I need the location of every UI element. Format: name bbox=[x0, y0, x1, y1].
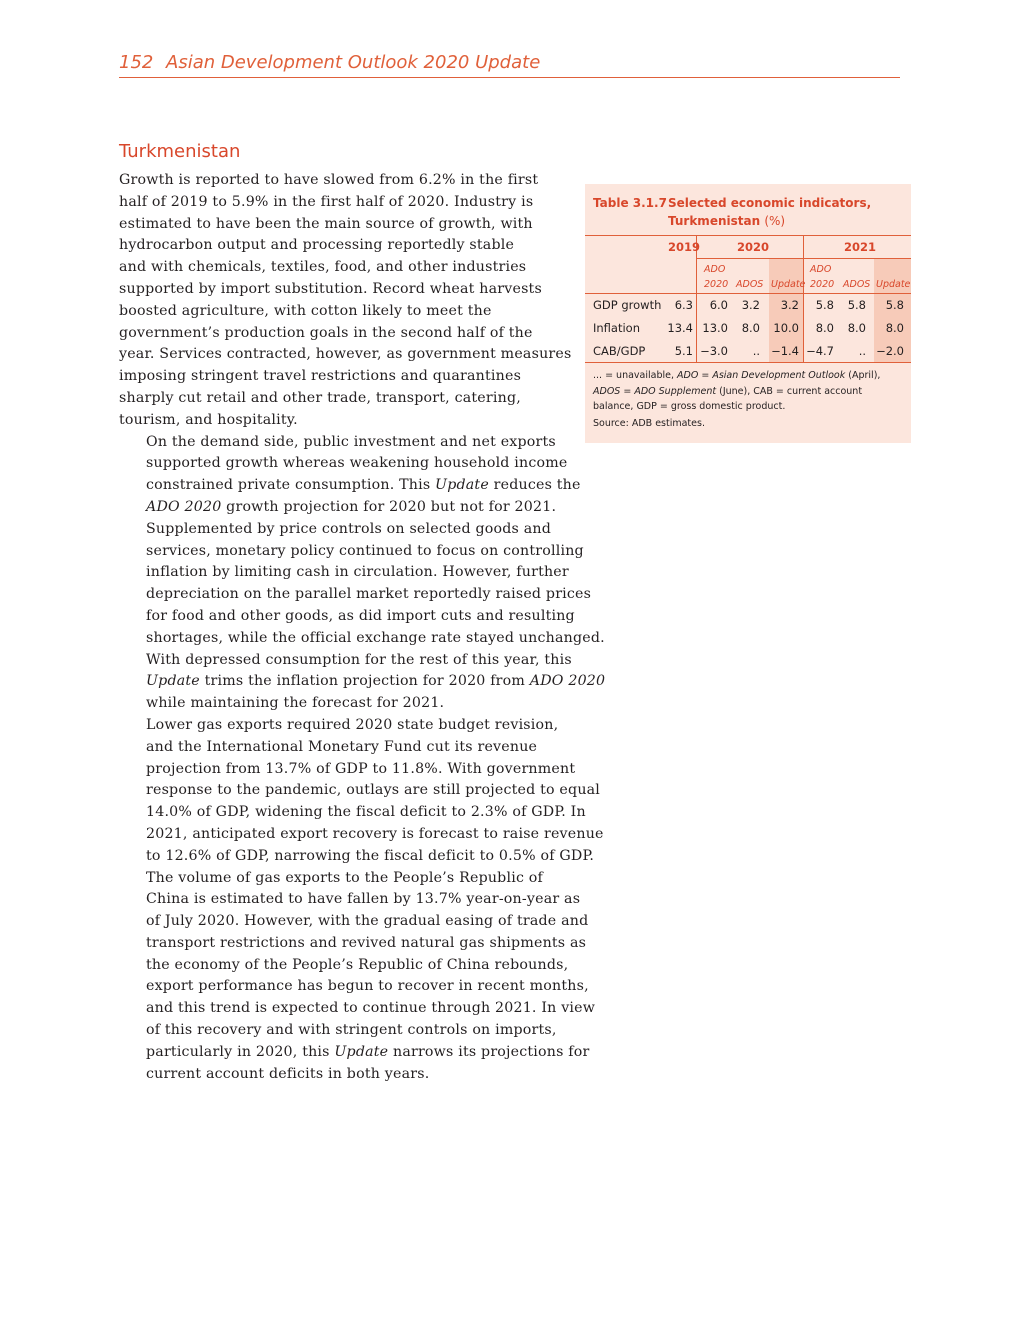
table-cell: 5.8 bbox=[815, 298, 834, 312]
table-cell: 13.4 bbox=[667, 321, 693, 335]
text-line: to 12.6% of GDP, narrowing the fiscal deficit to 0.5% of GDP. bbox=[146, 847, 595, 864]
text-line: half of 2019 to 5.9% in the first half of 2020. Industry is bbox=[119, 193, 534, 210]
table-cell: −4.7 bbox=[806, 344, 834, 358]
table-cell: 6.0 bbox=[709, 298, 728, 312]
text-line: Supplemented by price controls on selected goods and bbox=[146, 520, 552, 537]
text-line: shortages, while the official exchange rate stayed unchanged. bbox=[146, 629, 605, 646]
economic-indicators-table bbox=[585, 184, 911, 443]
table-cell: −1.4 bbox=[771, 344, 799, 358]
table-cell: 8.0 bbox=[885, 321, 904, 335]
subheader-ado-2021: ADO 2020 bbox=[810, 264, 835, 290]
text-line: With depressed consumption for the rest of this year, this bbox=[146, 651, 572, 668]
year-header-rule bbox=[696, 258, 911, 259]
table-cell: 13.0 bbox=[702, 321, 728, 335]
body-text bbox=[119, 170, 606, 1085]
paragraph bbox=[119, 432, 589, 519]
subheader-ados-2021: ADOS bbox=[843, 279, 871, 290]
text-line: tourism, and hospitality. bbox=[119, 411, 298, 428]
text-line: while maintaining the forecast for 2021. bbox=[146, 695, 445, 712]
paragraph bbox=[119, 519, 606, 715]
subheader-update-2020: Update bbox=[771, 279, 806, 290]
table-cell: 5.8 bbox=[885, 298, 904, 312]
page-number: 152 bbox=[119, 52, 154, 73]
text-line: and with chemicals, textiles, food, and other industries bbox=[119, 259, 527, 276]
year-header-2021: 2021 bbox=[844, 240, 877, 254]
section-title: Turkmenistan bbox=[119, 141, 241, 162]
text-line: year. Services contracted, however, as government measures bbox=[119, 346, 572, 363]
text-line: inflation by limiting cash in circulation. However, further bbox=[146, 564, 569, 581]
table-cell: 8.0 bbox=[847, 321, 866, 335]
text-line: ADO 2020 growth projection for 2020 but not for 2021. bbox=[146, 498, 557, 515]
year-header-2019: 2019 bbox=[668, 240, 701, 254]
text-line: boosted agriculture, with cotton likely to meet the bbox=[119, 302, 492, 319]
text-line: On the demand side, public investment and net exports bbox=[146, 433, 556, 450]
table-number: Table 3.1.7 bbox=[593, 196, 667, 210]
row-label: CAB/GDP bbox=[593, 344, 646, 358]
paragraph bbox=[119, 868, 596, 1086]
table-unit: (%) bbox=[764, 214, 786, 228]
table-cell: −2.0 bbox=[876, 344, 904, 358]
subheader-ado-2020: ADO 2020 bbox=[704, 264, 729, 290]
paragraph bbox=[119, 715, 604, 868]
table-cell: .. bbox=[752, 344, 760, 358]
text-line: the economy of the People’s Republic of China rebounds, bbox=[146, 956, 569, 973]
paragraph bbox=[119, 170, 589, 432]
subheader-update-2021: Update bbox=[876, 279, 911, 290]
text-line: 14.0% of GDP, widening the fiscal deficit to 2.3% of GDP. In bbox=[146, 804, 586, 821]
text-line: of this recovery and with stringent controls on imports, bbox=[146, 1022, 557, 1039]
text-line: supported by import substitution. Record wheat harvests bbox=[119, 280, 542, 297]
table-bottom-rule bbox=[585, 362, 911, 363]
text-line: sharply cut retail and other trade, transport, catering, bbox=[119, 389, 521, 406]
table-title: Selected economic indicators, Turkmenistan (%) bbox=[668, 196, 872, 228]
publication-title: Asian Development Outlook 2020 Update bbox=[166, 52, 541, 73]
text-line: particularly in 2020, this Update narrows its projections for bbox=[146, 1043, 590, 1060]
row-label: GDP growth bbox=[593, 298, 662, 312]
table-cell: 8.0 bbox=[815, 321, 834, 335]
text-line: estimated to have been the main source of growth, with bbox=[119, 215, 533, 232]
table-cell: 5.8 bbox=[847, 298, 866, 312]
text-line: Lower gas exports required 2020 state budget revision, bbox=[146, 716, 559, 733]
table-cell: 6.3 bbox=[674, 298, 693, 312]
text-line: and the International Monetary Fund cut its revenue bbox=[146, 738, 538, 755]
table-notes: ... = unavailable, ADO = Asian Development Outlook (April), ADOS = ADO Supplement (June), CAB = current account balance, GDP = gross domestic product. bbox=[593, 370, 881, 412]
text-line: 2021, anticipated export recovery is forecast to raise revenue bbox=[146, 825, 604, 842]
text-line: The volume of gas exports to the People’s Republic of bbox=[146, 869, 543, 886]
table-cell: 3.2 bbox=[780, 298, 799, 312]
text-line: current account deficits in both years. bbox=[146, 1065, 430, 1082]
text-line: hydrocarbon output and processing reportedly stable bbox=[119, 237, 515, 254]
text-line: constrained private consumption. This Update reduces the bbox=[146, 477, 581, 494]
table-cell: .. bbox=[858, 344, 866, 358]
table-header-rule bbox=[585, 293, 911, 294]
year-header-2020: 2020 bbox=[737, 240, 770, 254]
table-cell: 5.1 bbox=[674, 344, 693, 358]
table-cell: 10.0 bbox=[773, 321, 799, 335]
text-line: transport restrictions and revived natural gas shipments as bbox=[146, 934, 587, 951]
text-line: imposing stringent travel restrictions and quarantines bbox=[119, 368, 522, 385]
text-line: China is estimated to have fallen by 13.7% year-on-year as bbox=[146, 891, 581, 908]
text-line: services, monetary policy continued to focus on controlling bbox=[146, 542, 584, 559]
text-line: depreciation on the parallel market reportedly raised prices bbox=[146, 586, 592, 603]
table-cell: −3.0 bbox=[700, 344, 728, 358]
text-line: Update trims the inflation projection for 2020 from ADO 2020 bbox=[146, 673, 606, 690]
text-line: for food and other goods, as did import cuts and resulting bbox=[146, 607, 575, 624]
text-line: and this trend is expected to continue through 2021. In view bbox=[146, 1000, 596, 1017]
subheader-ados-2020: ADOS bbox=[736, 279, 764, 290]
row-label: Inflation bbox=[593, 321, 640, 335]
running-header bbox=[119, 52, 900, 78]
text-line: supported growth whereas weakening household income bbox=[146, 455, 568, 472]
table-cell: 8.0 bbox=[741, 321, 760, 335]
text-line: government’s production goals in the second half of the bbox=[119, 324, 533, 341]
table-source: Source: ADB estimates. bbox=[593, 418, 705, 429]
table-cell: 3.2 bbox=[741, 298, 760, 312]
text-line: export performance has begun to recover in recent months, bbox=[146, 978, 589, 995]
text-line: projection from 13.7% of GDP to 11.8%. With government bbox=[146, 760, 576, 777]
text-line: Growth is reported to have slowed from 6.2% in the first bbox=[119, 172, 539, 188]
text-line: response to the pandemic, outlays are still projected to equal bbox=[146, 782, 601, 799]
table-top-rule bbox=[585, 235, 911, 236]
text-line: of July 2020. However, with the gradual easing of trade and bbox=[146, 913, 589, 930]
